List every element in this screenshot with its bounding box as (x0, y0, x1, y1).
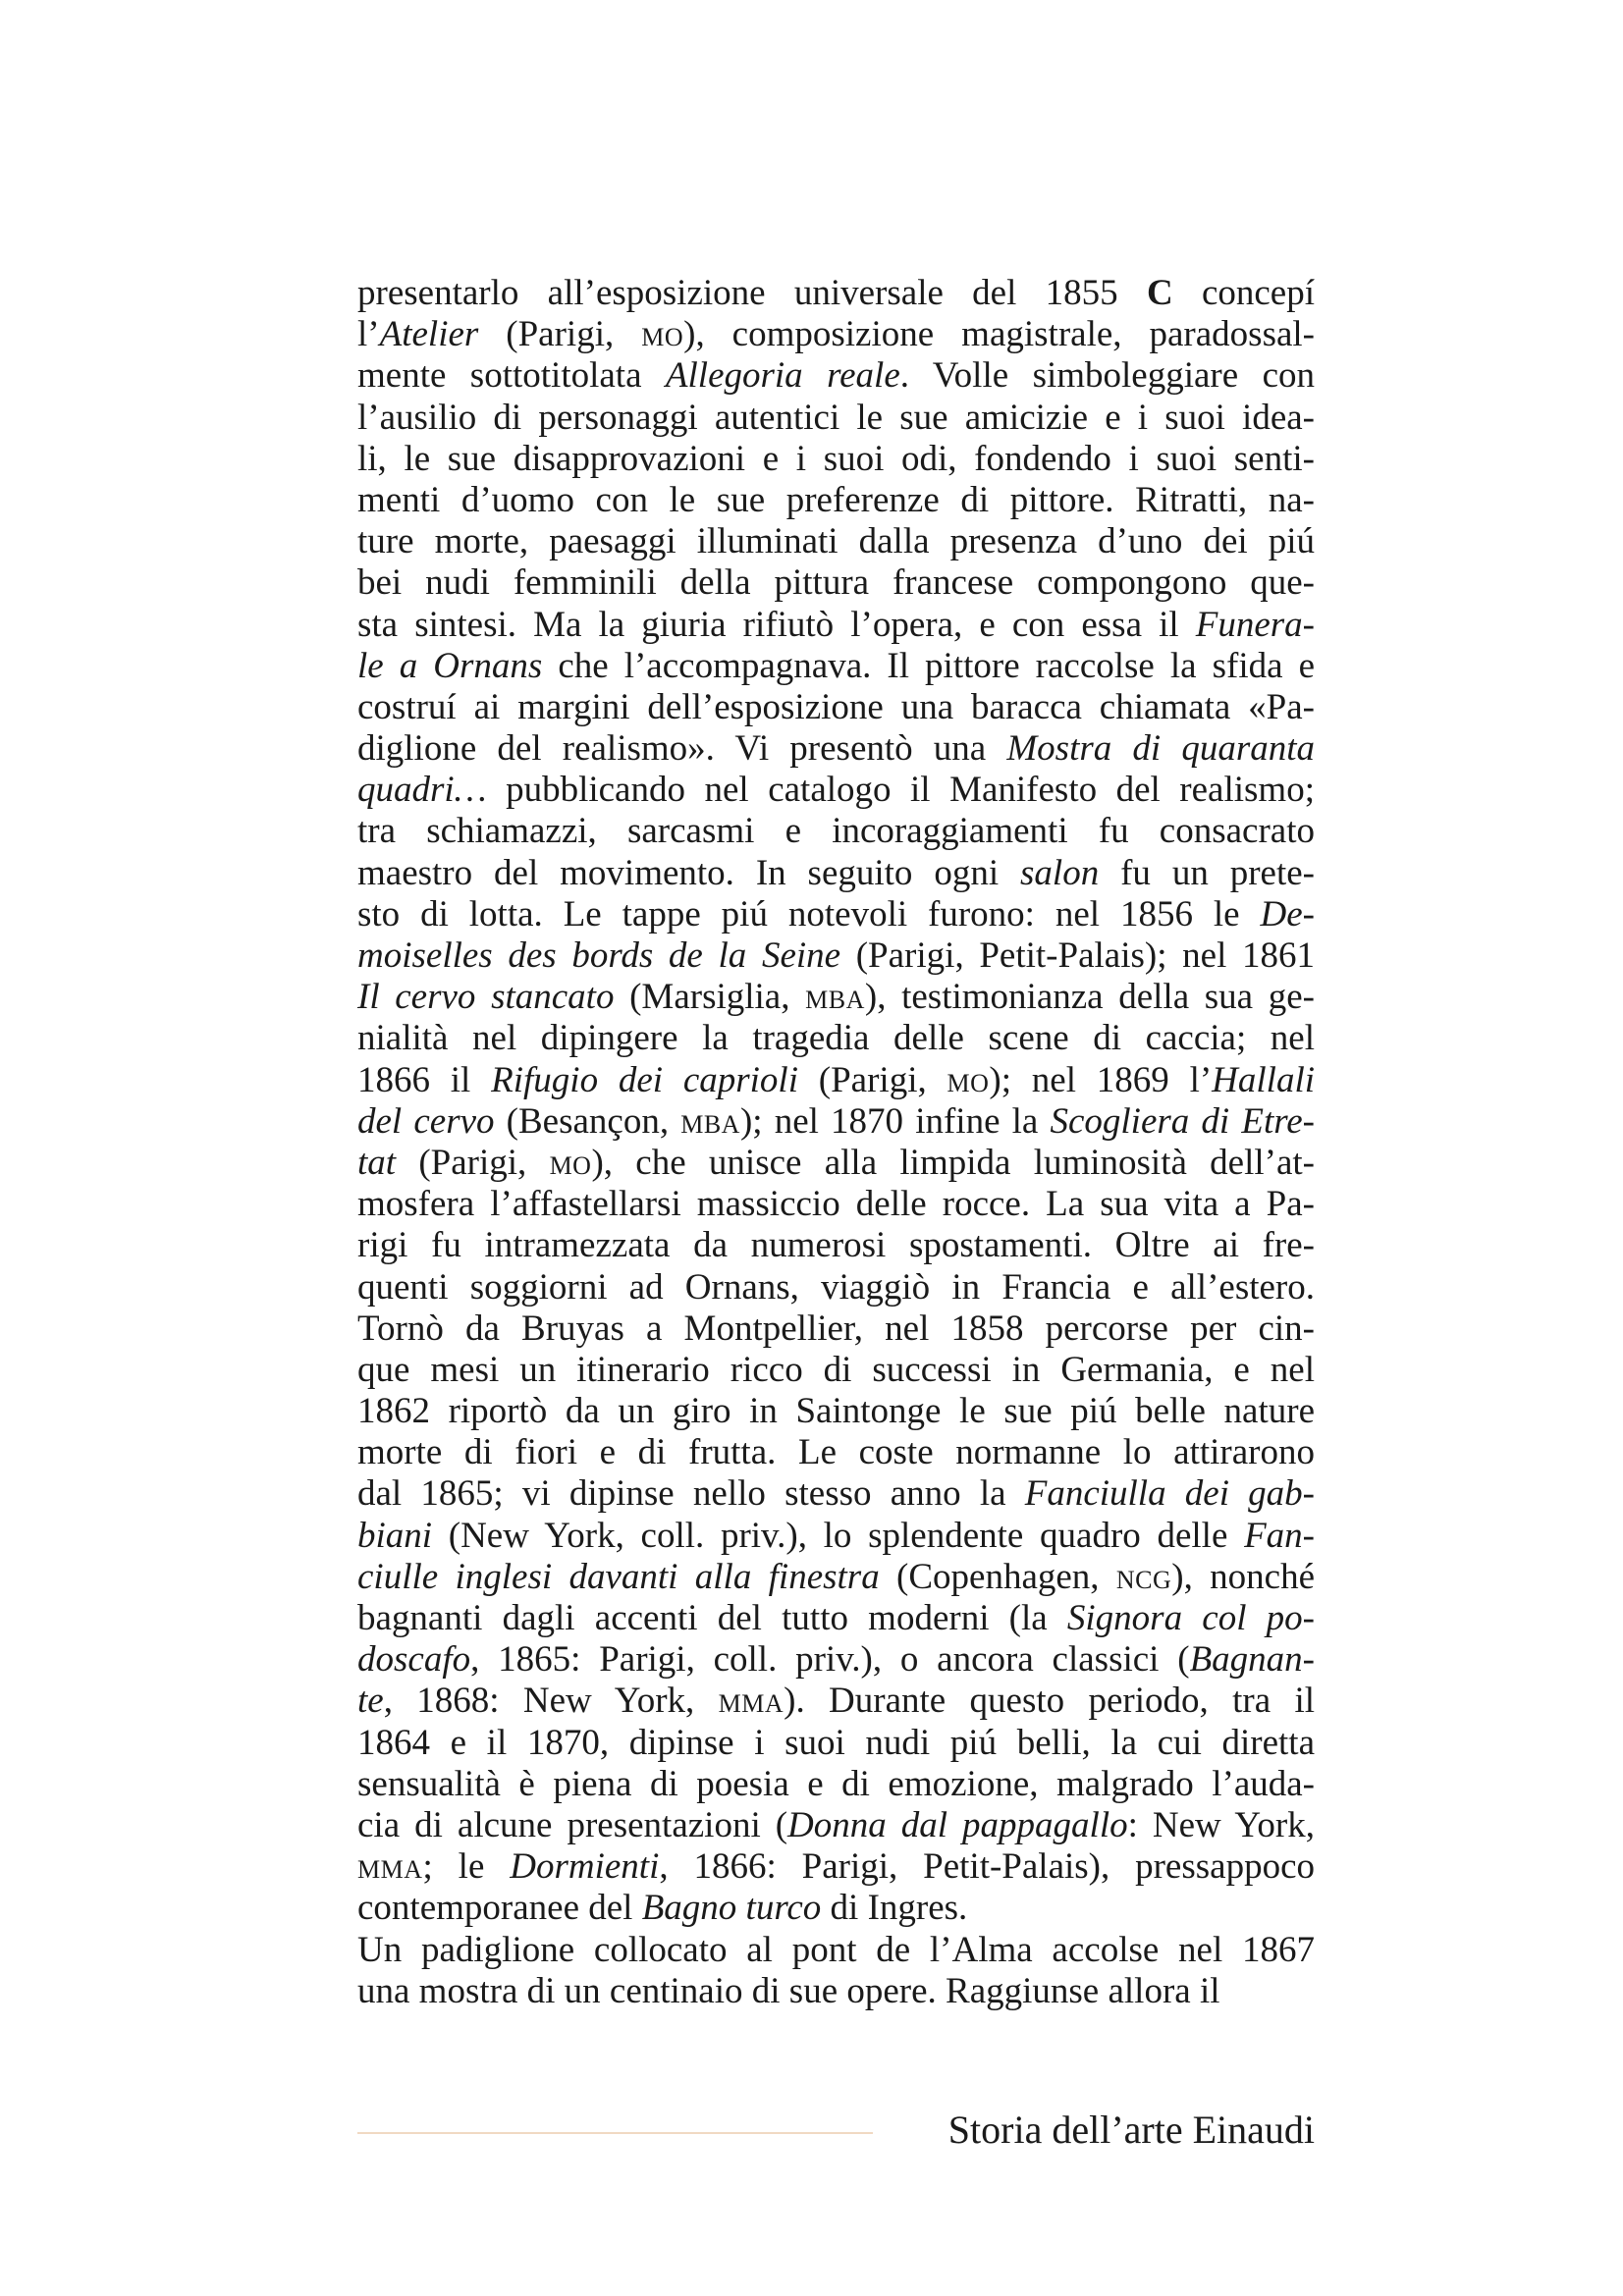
italic-text: Atelier (379, 314, 479, 355)
text-line (357, 1308, 1315, 1350)
text-run: ), testimonianza della sua ge- (864, 977, 1315, 1018)
text-run: sto di lotta. Le tappe piú notevoli furono: nel 1856 le (357, 893, 1261, 934)
text-line (357, 1971, 1315, 2012)
text-run: (Parigi, (478, 314, 642, 355)
text-line (357, 1681, 1315, 1722)
text-run: rigi fu intramezzata da numerosi spostamenti. Oltre ai fre- (357, 1225, 1315, 1266)
text-run: Un padiglione collocato al pont de l’Alma accolse nel 1867 (357, 1929, 1315, 1970)
text-line (357, 1764, 1315, 1805)
text-run: ), composizione magistrale, paradossal- (683, 314, 1315, 355)
text-line (357, 1101, 1315, 1143)
italic-text: Il cervo stancato (357, 977, 615, 1018)
text-run: ; le (422, 1846, 511, 1888)
text-run: , 1865: Parigi, coll. priv.), o ancora classici ( (470, 1639, 1190, 1681)
italic-text: Bagnan- (1189, 1639, 1315, 1681)
text-run: . Volle simboleggiare con (899, 355, 1316, 397)
abbreviation: mo (641, 314, 684, 355)
text-run: diglione del realismo». Vi presentò una (357, 728, 1007, 770)
text-line (357, 1350, 1315, 1391)
text-line (357, 935, 1315, 977)
footer-rule (357, 2132, 873, 2134)
text-run: (Besançon, (494, 1100, 681, 1142)
text-run: di Ingres. (821, 1888, 968, 1929)
italic-text: Fanciulla dei gab- (1024, 1473, 1315, 1515)
italic-text: doscafo (357, 1639, 471, 1681)
text-run: fu un prete- (1099, 852, 1315, 893)
text-run: (Parigi, (396, 1142, 550, 1183)
text-run: (Parigi, Petit-Palais); nel 1861 (840, 935, 1316, 976)
text-run: 1864 e il 1870, dipinse i suoi nudi piú belli, la cui diretta (357, 1722, 1315, 1763)
text-run: contemporanee del (357, 1888, 642, 1929)
text-line (357, 1184, 1315, 1225)
text-run: costruí ai margini dell’esposizione una baracca chiamata «Pa- (357, 686, 1315, 727)
abbreviation: ncg (1115, 1556, 1172, 1597)
text-run: maestro del movimento. In seguito ogni (357, 852, 1021, 893)
text-line (357, 1598, 1315, 1639)
text-run: mosfera l’affastellarsi massiccio delle rocce. La sua vita a Pa- (357, 1184, 1315, 1225)
text-line (357, 1432, 1315, 1473)
italic-text: ciulle inglesi davanti alla finestra (357, 1556, 880, 1597)
italic-text: Fan- (1244, 1515, 1315, 1556)
text-run: l’ (357, 314, 380, 355)
italic-text: Scogliera di Etre- (1050, 1100, 1315, 1142)
text-line (357, 1018, 1315, 1059)
text-line (357, 1060, 1315, 1101)
text-run: bagnanti dagli accenti del tutto moderni (la (357, 1598, 1067, 1638)
italic-text: te (357, 1681, 384, 1722)
text-line (357, 439, 1315, 480)
text-run: : New York, (1127, 1804, 1315, 1845)
text-line (357, 770, 1315, 811)
text-run: (Copenhagen, (879, 1556, 1116, 1597)
text-line (357, 1391, 1315, 1432)
italic-text: le a Ornans (357, 645, 543, 686)
italic-text: del cervo (357, 1100, 495, 1142)
italic-text: biani (357, 1515, 433, 1556)
abbreviation: mba (680, 1100, 740, 1142)
text-line (357, 894, 1315, 935)
text-run: (Parigi, (798, 1059, 947, 1100)
abbreviation: mo (947, 1059, 990, 1100)
text-line (357, 1557, 1315, 1598)
text-run: sensualità è piena di poesia e di emozione, malgrado l’auda- (357, 1763, 1315, 1804)
text-run: ), nonché (1171, 1556, 1315, 1597)
text-line (357, 1888, 1315, 1929)
italic-text: Funera- (1195, 604, 1315, 645)
italic-text: De- (1260, 893, 1315, 934)
text-run: que mesi un itinerario ricco di successi in Germania, e nel (357, 1349, 1315, 1390)
italic-text: Dormienti (510, 1846, 660, 1888)
text-run: , 1866: Parigi, Petit-Palais), pressappoco (659, 1846, 1315, 1888)
text-line (357, 1225, 1315, 1266)
text-line (357, 646, 1315, 687)
text-run: concepí (1172, 273, 1316, 313)
text-run: ); nel 1869 l’ (989, 1059, 1213, 1100)
italic-text: Allegoria reale (665, 355, 900, 397)
footer-title: Storia dell’arte Einaudi (947, 2108, 1315, 2152)
text-line (357, 1516, 1315, 1557)
text-line (357, 1143, 1315, 1184)
italic-text: Bagno turco (641, 1888, 822, 1929)
text-line (357, 1805, 1315, 1846)
text-run: ); nel 1870 infine la (739, 1100, 1051, 1142)
abbreviation: mma (357, 1846, 423, 1888)
text-run: , 1868: New York, (383, 1681, 719, 1722)
text-run: 1862 riportò da un giro in Saintonge le sue piú belle nature (357, 1391, 1315, 1432)
italic-text: Hallali (1212, 1059, 1316, 1100)
italic-text: moiselles des bords de la Seine (357, 935, 841, 976)
italic-text: tat (357, 1142, 397, 1183)
text-run: (Marsiglia, (614, 977, 806, 1018)
italic-text: Signora col po- (1066, 1598, 1315, 1638)
text-line (357, 314, 1315, 355)
text-run: mente sottotitolata (357, 355, 666, 397)
text-line (357, 1846, 1315, 1888)
bold-text: C (1146, 273, 1173, 313)
text-line (357, 687, 1315, 728)
text-line (357, 273, 1315, 314)
italic-text: Donna dal pappagallo (787, 1804, 1128, 1845)
abbreviation: mo (549, 1142, 592, 1183)
text-line (357, 1473, 1315, 1515)
text-run: 1866 il (357, 1059, 492, 1100)
text-run: ), che unisce alla limpida luminosità dell’at- (591, 1142, 1316, 1183)
text-line (357, 853, 1315, 894)
text-run: morte di fiori e di frutta. Le coste normanne lo attirarono (357, 1432, 1315, 1473)
text-run: li, le sue disapprovazioni e i suoi odi, fondendo i suoi senti- (357, 438, 1315, 479)
text-line (357, 728, 1315, 770)
text-run: pubblicando nel catalogo il Manifesto del realismo; (486, 770, 1315, 811)
text-line (357, 1639, 1315, 1681)
text-line (357, 480, 1315, 521)
text-run: una mostra di un centinaio di sue opere. Raggiunse allora il (357, 1970, 1220, 2011)
text-line (357, 977, 1315, 1018)
abbreviation: mba (805, 977, 865, 1018)
text-line (357, 605, 1315, 646)
text-line (357, 811, 1315, 852)
text-run: ture morte, paesaggi illuminati dalla presenza d’uno dei piú (357, 521, 1315, 562)
text-line (357, 562, 1315, 604)
italic-text: Mostra di quaranta (1006, 728, 1316, 770)
text-line (357, 1267, 1315, 1308)
text-run: (New York, coll. priv.), lo splendente quadro delle (432, 1515, 1245, 1556)
italic-text: salon (1020, 852, 1100, 893)
text-run: ). Durante questo periodo, tra il (784, 1681, 1316, 1722)
text-line (357, 398, 1315, 439)
text-run: nialità nel dipingere la tragedia delle scene di caccia; nel (357, 1018, 1315, 1059)
body-text (357, 273, 1315, 2012)
text-line (357, 1930, 1315, 1971)
italic-text: Rifugio dei caprioli (491, 1059, 798, 1100)
text-run: l’ausilio di personaggi autentici le sue amicizie e i suoi idea- (357, 397, 1315, 438)
text-line (357, 355, 1315, 397)
text-run: tra schiamazzi, sarcasmi e incoraggiamenti fu consacrato (357, 811, 1315, 852)
text-run: quenti soggiorni ad Ornans, viaggiò in Francia e all’estero. (357, 1266, 1315, 1308)
italic-text: quadri… (357, 770, 487, 811)
text-run: presentarlo all’esposizione universale del 1855 (357, 273, 1147, 313)
text-run: menti d’uomo con le sue preferenze di pittore. Ritratti, na- (357, 479, 1315, 520)
text-run: che l’accompagnava. Il pittore raccolse la sfida e (542, 645, 1315, 686)
text-run: sta sintesi. Ma la giuria rifiutò l’opera, e con essa il (357, 604, 1196, 645)
abbreviation: mma (718, 1681, 784, 1722)
text-line (357, 1723, 1315, 1764)
text-run: dal 1865; vi dipinse nello stesso anno la (357, 1473, 1025, 1515)
text-run: Tornò da Bruyas a Montpellier, nel 1858 percorse per cin- (357, 1308, 1315, 1349)
text-line (357, 521, 1315, 562)
text-run: cia di alcune presentazioni ( (357, 1804, 788, 1845)
text-run: bei nudi femminili della pittura francese compongono que- (357, 562, 1315, 604)
